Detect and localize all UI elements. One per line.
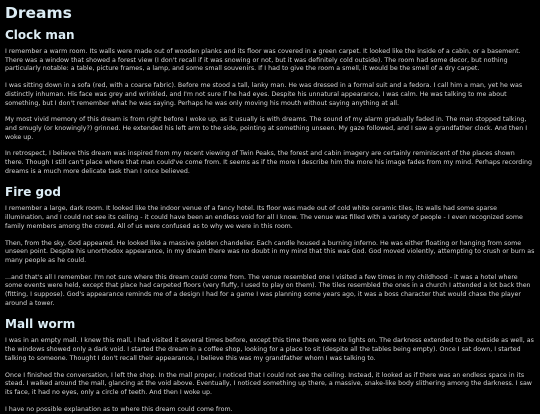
paragraph: I remember a large, dark room. It looked like the indoor venue of a fancy hotel. Its floor was made out of cold white ceramic tiles, its walls had some sparse illumination, and I could not see its ceiling - it could have been an endless void for all I know. The venue was filled with a variety of people - I even recognized some family members among the crowd. All of us were confused as to why we were in this room.	[5, 205, 523, 230]
dream-section-fire-god	[5, 184, 535, 308]
dream-section-clock-man	[5, 27, 535, 176]
page-title: Dreams	[5, 4, 72, 22]
section-heading: Clock man	[5, 28, 75, 42]
paragraph: In retrospect, I believe this dream was inspired from my recent viewing of Twin Peaks, the forest and cabin imagery are certainly reminiscent of the places shown there. Though I still can't place where that man could've come from. It seems as if the more I describe him the more his image fades from my mind. Perhaps recording dreams is a much more delicate task than I once believed.	[5, 150, 533, 175]
paragraph: Then, from the sky, God appeared. He looked like a massive golden chandelier. Each candle housed a burning inferno. He was either floating or hanging from some unseen point. Despite his unorthodox appearance, in my dream there was no doubt in my mind that this was God. God moved violently, attempting to crush or burn as many people as he could.	[5, 239, 535, 264]
paragraph: I have no possible explanation as to where this dream could come from.	[5, 405, 233, 413]
section-heading: Fire god	[5, 185, 61, 200]
paragraph: I was sitting down in a sofa (red, with a coarse fabric). Before me stood a tall, lanky man. He was dressed in a formal suit and a fedora. I call him a man, yet he was distinctly inhuman. His face was grey and wrinkled, and I'm not sure if he had eyes. Despite his unnatural appearance, I was calm. He was talking to me about something, but I don't remember what he was saying. Perhaps he was only moving his mouth without saying anything at all.	[5, 82, 523, 107]
paragraph: I remember a warm room. Its walls were made out of wooden planks and its floor was covered in a green carpet. It looked like the inside of a cabin, or a basement. There was a window that showed a forest view (I don't recall if it was snowing or not, but it was definitely cold outside). The room had some decor, but nothing particularly notable: a table, picture frames, a lamp, and some small souvenirs. If I had to give the room a smell, it would be the smell of a dry carpet.	[5, 48, 521, 73]
paragraph: My most vivid memory of this dream is from right before I woke up, as it usually is with dreams. The sound of my alarm gradually faded in. The man stopped talking, and smugly (or knowingly?) grinned. He extended his left arm to the side, pointing at something unseen. My gaze followed, and I saw a grandfather clock. And then I woke up.	[5, 116, 528, 141]
dream-section-mall-worm	[5, 316, 535, 414]
paragraph: ...and that's all I remember. I'm not sure where this dream could come from. The venue resembled one I visited a few times in my childhood - it was a hotel where some events were held, except that place had carpeted floors (very fluffy, I used to play on them). The tiles resembled the ones in a church I attended a lot back then (fitting, I suppose). God's appearance reminds me of a design I had for a game I was planning some years ago, it was a boss character that would chase the player around a tower.	[5, 273, 531, 307]
section-heading: Mall worm	[5, 317, 76, 332]
paragraph: Once I finished the conversation, I left the shop. In the mall proper, I noticed that I could not see the ceiling. Instead, it looked as if there was an endless space in its stead. I walked around the mall, glancing at the void above. Eventually, I noticed something up there, a massive, snake-like body slithering among the darkness. I saw its face, it had no eyes, only a circle of teeth. And then I woke up.	[5, 371, 532, 396]
paragraph: I was in an empty mall. I knew this mall, I had visited it several times before, except this time there were no lights on. The darkness extended to the outside as well, as the windows showed only a dark void. I started the dream in a coffee shop, looking for a place to sit (despite all the tables being empty). Once I sat down, I started talking to someone. Thought I don't recall their appearance, I believe this was my grandfather whom I was talking to.	[5, 337, 534, 362]
